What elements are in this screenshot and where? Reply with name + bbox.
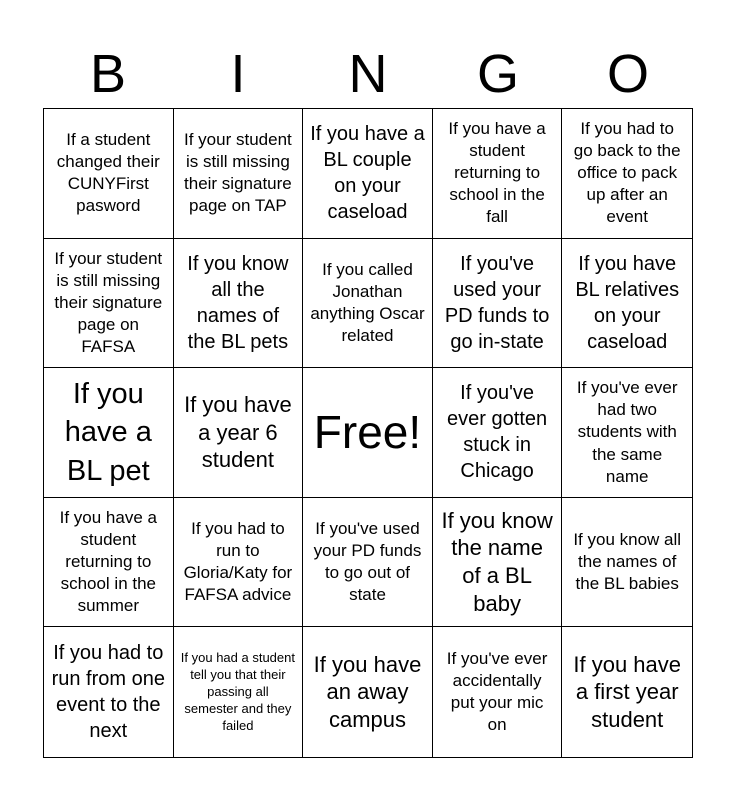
bingo-header xyxy=(43,40,693,108)
bingo-cell[interactable]: If you have a student returning to school in the summer xyxy=(44,498,174,628)
header-letter-g: G xyxy=(476,44,519,104)
bingo-cell[interactable]: If you have a student returning to school in the fall xyxy=(433,109,563,239)
bingo-cell[interactable]: If you've ever had two students with the same name xyxy=(562,368,692,498)
header-letter-b: B xyxy=(89,44,127,104)
bingo-board xyxy=(43,108,693,758)
bingo-cell[interactable]: If you've used your PD funds to go out of state xyxy=(303,498,433,628)
header-letter-n: N xyxy=(348,44,388,104)
bingo-cell[interactable]: If you have a BL couple on your caseload xyxy=(303,109,433,239)
bingo-cell[interactable]: If you had to go back to the office to pack up after an event xyxy=(562,109,692,239)
bingo-cell[interactable]: If you've ever gotten stuck in Chicago xyxy=(433,368,563,498)
bingo-cell[interactable]: If you had to run to Gloria/Katy for FAFSA advice xyxy=(174,498,304,628)
bingo-cell[interactable]: If you had a student tell you that their passing all semester and they failed xyxy=(174,627,304,757)
header-letter-o: O xyxy=(606,44,649,104)
bingo-cell[interactable]: If you have a BL pet xyxy=(44,368,174,498)
bingo-cell[interactable]: If you know all the names of the BL pets xyxy=(174,239,304,369)
bingo-cell[interactable]: If you had to run from one event to the next xyxy=(44,627,174,757)
bingo-cell[interactable]: If you called Jonathan anything Oscar related xyxy=(303,239,433,369)
bingo-cell[interactable]: If your student is still missing their signature page on TAP xyxy=(174,109,304,239)
bingo-cell[interactable]: If you've ever accidentally put your mic on xyxy=(433,627,563,757)
header-letter-i: I xyxy=(230,44,246,104)
bingo-cell[interactable]: If you have an away campus xyxy=(303,627,433,757)
bingo-cell[interactable]: If your student is still missing their signature page on FAFSA xyxy=(44,239,174,369)
bingo-cell[interactable]: If you have BL relatives on your caseload xyxy=(562,239,692,369)
bingo-cell[interactable]: If you know all the names of the BL babies xyxy=(562,498,692,628)
bingo-cell[interactable]: If you've used your PD funds to go in-state xyxy=(433,239,563,369)
bingo-cell[interactable]: If a student changed their CUNYFirst pasword xyxy=(44,109,174,239)
free-space-cell[interactable]: Free! xyxy=(303,368,433,498)
bingo-cell[interactable]: If you have a year 6 student xyxy=(174,368,304,498)
bingo-cell[interactable]: If you have a first year student xyxy=(573,651,682,733)
bingo-cell[interactable]: If you know the name of a BL baby xyxy=(433,498,563,628)
